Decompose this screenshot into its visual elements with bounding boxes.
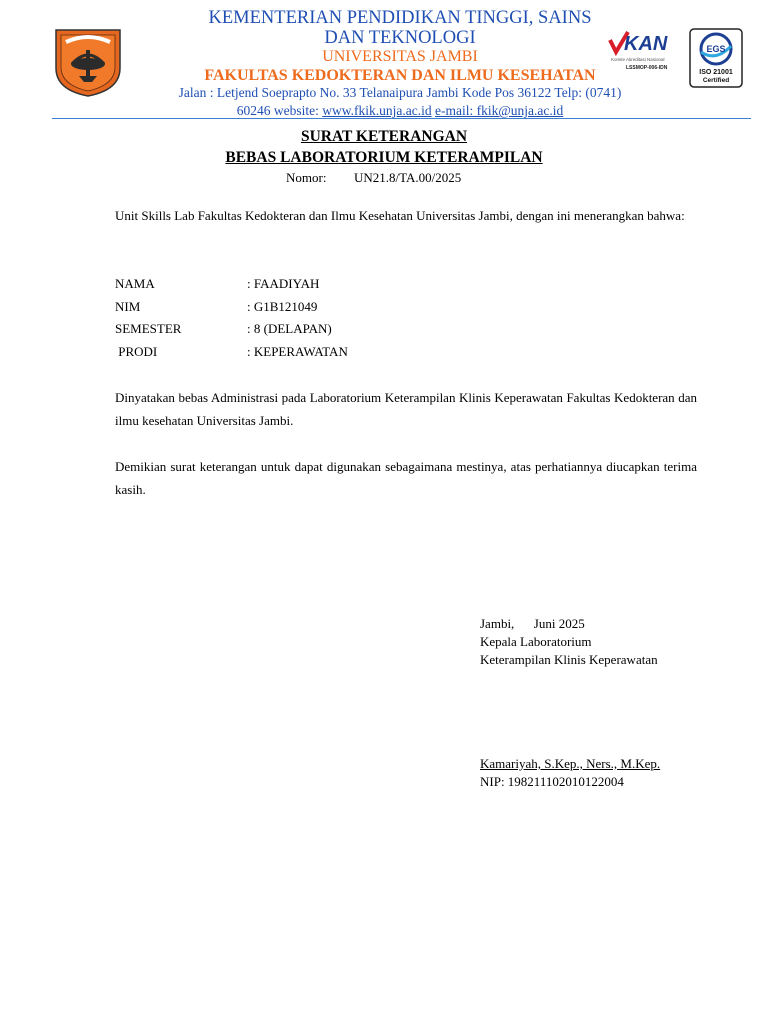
signer-position-line-1: Kepala Laboratorium [480, 634, 592, 649]
iso-line1: ISO 21001 [699, 69, 733, 76]
university-name: UNIVERSITAS JAMBI [322, 48, 478, 65]
iso-line2: Certified [702, 77, 730, 84]
university-seal-logo [52, 24, 124, 98]
signer-nip: NIP: 198211102010122004 [480, 774, 624, 789]
kan-text: KAN [624, 33, 668, 55]
number-label: Nomor: [286, 170, 327, 185]
signer-position-line-2: Keterampilan Klinis Keperawatan [480, 652, 658, 667]
ministry-line-2: DAN TEKNOLOGI [324, 28, 476, 48]
egs-text: EGS [706, 44, 726, 54]
field-value-prodi: : KEPERAWATAN [247, 344, 348, 359]
signer-name: Kamariyah, S.Kep., Ners., M.Kep. [480, 756, 661, 771]
field-label-nim: NIM [115, 299, 141, 314]
field-value-semester: : 8 (DELAPAN) [247, 321, 332, 336]
document-subtitle: BEBAS LABORATORIUM KETERAMPILAN [225, 149, 543, 166]
field-value-nim: : G1B121049 [247, 299, 318, 314]
field-value-nama: : FAADIYAH [247, 276, 320, 291]
statement-paragraph: Dinyatakan bebas Administrasi pada Laboratorium Keterampilan Klinis Keperawatan Fakultas Kedokteran dan ilmu kesehatan Universitas Jambi. [115, 390, 697, 428]
closing-paragraph: Demikian surat keterangan untuk dapat digunakan sebagaimana mestinya, atas perhatiannya diucapkan terima kasih. [115, 459, 697, 497]
intro-paragraph: Unit Skills Lab Fakultas Kedokteran dan Ilmu Kesehatan Universitas Jambi, dengan ini menerangkan bahwa: [115, 208, 685, 223]
ministry-heading [150, 8, 650, 48]
document-number [286, 170, 461, 186]
address-prefix: 60246 website: [236, 103, 323, 118]
email-link[interactable]: e-mail: fkik@unja.ac.id [434, 103, 564, 118]
faculty-name: FAKULTAS KEDOKTERAN DAN ILMU KESEHATAN [204, 67, 596, 84]
number-value: UN21.8/TA.00/2025 [354, 170, 462, 185]
kan-code: LSSMOP-006-IDN [626, 65, 668, 71]
place-date: Jambi, Juni 2025 [480, 616, 585, 631]
field-label-prodi: PRODI [115, 344, 158, 359]
iso-certification-logo [689, 28, 743, 88]
faculty-address [150, 84, 650, 120]
kan-subtitle: Komite Akreditasi Nasional [611, 57, 665, 62]
field-label-semester: SEMESTER [115, 321, 182, 336]
document-title: SURAT KETERANGAN [300, 128, 468, 145]
address-line-1: Jalan : Letjend Soeprapto No. 33 Telanaipura Jambi Kode Pos 36122 Telp: (0741) [178, 85, 622, 100]
website-link[interactable]: www.fkik.unja.ac.id [322, 103, 432, 118]
header-divider [52, 118, 751, 119]
ministry-line-1: KEMENTERIAN PENDIDIKAN TINGGI, SAINS [208, 8, 592, 28]
field-label-nama: NAMA [115, 276, 155, 291]
